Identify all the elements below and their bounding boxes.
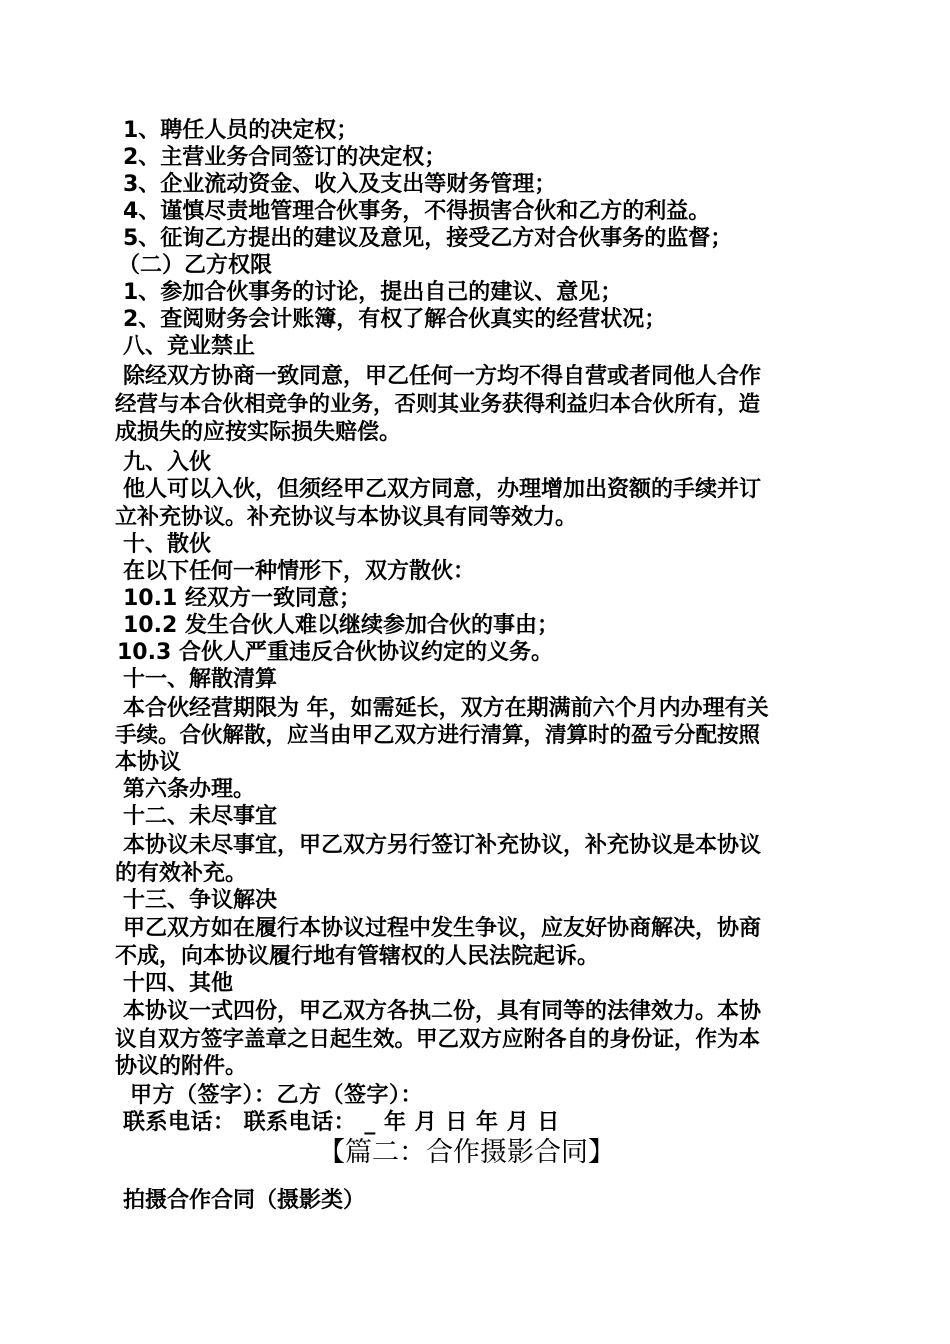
- clause-line: 1、聘任人员的决定权；: [123, 118, 359, 143]
- paragraph-line: 本协议一式四份，甲乙双方各执二份，具有同等的法律效力。本协: [123, 999, 762, 1024]
- paragraph-line: 除经双方协商一致同意，甲乙任何一方均不得自营或者同他人合作: [123, 364, 762, 389]
- clause-line: 10.2 发生合伙人难以继续参加合伙的事由；: [123, 613, 559, 638]
- clause-line: 10.3 合伙人严重违反合伙协议约定的义务。: [117, 640, 553, 665]
- clause-line: 2、查阅财务会计账簿，有权了解合伙真实的经营状况；: [123, 307, 667, 332]
- clause-line: 5、征询乙方提出的建议及意见，接受乙方对合伙事务的监督；: [123, 226, 733, 251]
- section-heading: 十、散伙: [123, 532, 212, 557]
- paragraph-line: 本协议未尽事宜，甲乙双方另行签订补充协议，补充协议是本协议: [123, 833, 762, 858]
- signature-line: 甲方（签字）：乙方（签字）：: [130, 1083, 424, 1108]
- clause-line: 2、主营业务合同签订的决定权；: [123, 145, 447, 170]
- section-heading: 十一、解散清算: [123, 667, 278, 692]
- section-heading: 八、竞业禁止: [123, 334, 256, 359]
- clause-line: 1、参加合伙事务的讨论，提出自己的建议、意见；: [123, 280, 623, 305]
- paragraph-line: 甲乙双方如在履行本协议过程中发生争议，应友好协商解决，协商: [123, 916, 762, 941]
- paragraph-line: 协议的附件。: [115, 1054, 248, 1079]
- clause-line: 3、企业流动资金、收入及支出等财务管理；: [123, 172, 557, 197]
- paragraph-line: 本协议: [115, 750, 182, 775]
- paragraph-line: 他人可以入伙，但须经甲乙双方同意，办理增加出资额的手续并订: [123, 477, 762, 502]
- section-heading: （二）乙方权限: [118, 253, 273, 278]
- paragraph-line: 成损失的应按实际损失赔偿。: [115, 420, 402, 445]
- paragraph-line: 在以下任何一种情形下，双方散伙：: [123, 559, 476, 584]
- clause-line: 4、谨慎尽责地管理合伙事务，不得损害合伙和乙方的利益。: [123, 199, 711, 224]
- section-heading: 十二、未尽事宜: [123, 804, 278, 829]
- paragraph-line: 的有效补充。: [115, 861, 248, 886]
- paragraph-line: 不成，向本协议履行地有管辖权的人民法院起诉。: [115, 944, 600, 969]
- contact-date-line: 联系电话： 联系电话： _ 年 月 日 年 月 日: [123, 1110, 560, 1135]
- paragraph-line: 本合伙经营期限为 年，如需延长，双方在期满前六个月内办理有关: [123, 696, 769, 721]
- paragraph-line: 经营与本合伙相竞争的业务，否则其业务获得利益归本合伙所有，造: [115, 392, 761, 417]
- section-heading: 十三、争议解决: [123, 888, 278, 913]
- paragraph-line: 议自双方签字盖章之日起生效。甲乙双方应附各自的身份证，作为本: [115, 1027, 761, 1052]
- paragraph-line: 第六条办理。: [123, 777, 256, 802]
- section-title: 【篇二：合作摄影合同】: [318, 1137, 615, 1168]
- clause-line: 10.1 经双方一致同意；: [123, 586, 361, 611]
- section-heading: 十四、其他: [123, 971, 234, 996]
- section-heading: 九、入伙: [123, 450, 212, 475]
- paragraph-line: 立补充协议。补充协议与本协议具有同等效力。: [115, 505, 578, 530]
- section-subtitle: 拍摄合作合同（摄影类）: [123, 1188, 366, 1213]
- paragraph-line: 手续。合伙解散，应当由甲乙双方进行清算，清算时的盈亏分配按照: [115, 723, 761, 748]
